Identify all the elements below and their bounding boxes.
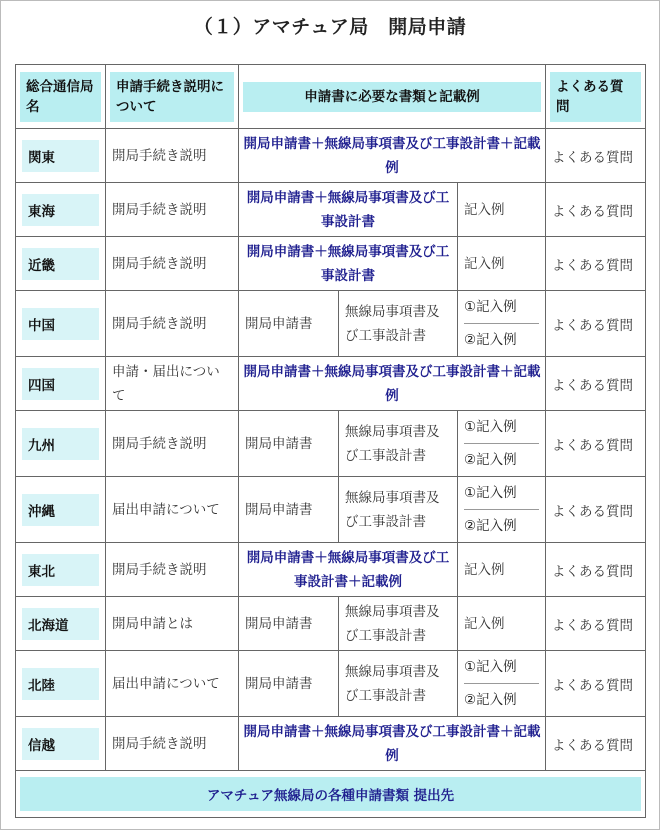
example-2-link[interactable]: ②記入例 [464,518,517,534]
region-name: 北海道 [22,608,99,640]
combined-forms-link[interactable]: 開局申請書＋無線局事項書及び工事設計書＋記載例 [243,723,541,764]
region-name: 四国 [22,368,99,400]
procedure-link[interactable]: 開局手続き説明 [112,255,207,272]
application-form-link[interactable]: 開局申請書 [245,435,313,452]
application-form-link[interactable]: 開局申請書 [245,315,313,332]
region-name: 信越 [22,728,99,760]
procedure-link[interactable]: 開局手続き説明 [112,735,207,752]
header-description: 申請手続き説明について [110,72,234,122]
faq-link[interactable]: よくある質問 [552,257,633,274]
combined-forms-link[interactable]: 開局申請書＋無線局事項書及び工事設計書＋記載例 [243,363,541,404]
page-title: （１）アマチュア局 開局申請 [193,16,467,38]
divider [464,683,539,684]
procedure-link[interactable]: 開局手続き説明 [112,315,207,332]
region-name: 東北 [22,554,99,586]
table-row [16,597,646,651]
combined-forms-link[interactable]: 開局申請書＋無線局事項書及び工事設計書＋記載例 [246,549,450,590]
example-1-link[interactable]: ①記入例 [464,659,517,675]
table-row [16,717,646,771]
station-items-link[interactable]: 無線局事項書及び工事設計書 [345,423,440,464]
submission-destination-link[interactable]: アマチュア無線局の各種申請書類 提出先 [20,777,641,811]
footer-row [16,771,646,818]
procedure-link[interactable]: 開局手続き説明 [112,435,207,452]
faq-link[interactable]: よくある質問 [552,377,633,394]
divider [464,509,539,510]
station-items-link[interactable]: 無線局事項書及び工事設計書 [345,663,440,704]
example-link[interactable]: 記入例 [464,561,505,578]
procedure-link[interactable]: 申請・届出について [112,363,220,404]
faq-link[interactable]: よくある質問 [552,437,633,454]
table-row [16,183,646,237]
combined-forms-link[interactable]: 開局申請書＋無線局事項書及び工事設計書 [246,243,450,284]
region-name: 沖縄 [22,494,99,526]
faq-link[interactable]: よくある質問 [552,677,633,694]
table-row [16,651,646,717]
example-2-link[interactable]: ②記入例 [464,692,517,708]
station-items-link[interactable]: 無線局事項書及び工事設計書 [345,303,440,344]
faq-link[interactable]: よくある質問 [552,617,633,634]
combined-forms-link[interactable]: 開局申請書＋無線局事項書及び工事設計書＋記載例 [243,135,541,176]
faq-link[interactable]: よくある質問 [552,203,633,220]
table-row [16,543,646,597]
region-name: 関東 [22,140,99,172]
example-link[interactable]: 記入例 [464,255,505,272]
procedure-link[interactable]: 届出申請について [112,675,220,692]
procedure-link[interactable]: 開局手続き説明 [112,147,207,164]
region-name: 北陸 [22,668,99,700]
example-link[interactable]: 記入例 [464,615,505,632]
header-faq: よくある質問 [550,72,641,122]
example-2-link[interactable]: ②記入例 [464,332,517,348]
table-row [16,477,646,543]
region-name: 東海 [22,194,99,226]
faq-link[interactable]: よくある質問 [552,737,633,754]
table-row [16,357,646,411]
procedure-link[interactable]: 開局申請とは [112,615,193,632]
application-form-link[interactable]: 開局申請書 [245,675,313,692]
table-row [16,291,646,357]
procedure-link[interactable]: 開局手続き説明 [112,201,207,218]
example-2-link[interactable]: ②記入例 [464,452,517,468]
region-name: 近畿 [22,248,99,280]
combined-forms-link[interactable]: 開局申請書＋無線局事項書及び工事設計書 [246,189,450,230]
example-1-link[interactable]: ①記入例 [464,485,517,501]
application-form-link[interactable]: 開局申請書 [245,501,313,518]
region-name: 中国 [22,308,99,340]
example-link[interactable]: 記入例 [464,201,505,218]
table-row [16,411,646,477]
divider [464,323,539,324]
divider [464,443,539,444]
faq-link[interactable]: よくある質問 [552,503,633,520]
station-items-link[interactable]: 無線局事項書及び工事設計書 [345,603,440,644]
table-row [16,129,646,183]
application-form-link[interactable]: 開局申請書 [245,615,313,632]
table-row [16,237,646,291]
procedure-link[interactable]: 開局手続き説明 [112,561,207,578]
example-1-link[interactable]: ①記入例 [464,419,517,435]
header-row [16,65,646,129]
application-table [15,64,646,818]
header-region: 総合通信局名 [20,72,101,122]
station-items-link[interactable]: 無線局事項書及び工事設計書 [345,489,440,530]
faq-link[interactable]: よくある質問 [552,149,633,166]
example-1-link[interactable]: ①記入例 [464,299,517,315]
faq-link[interactable]: よくある質問 [552,317,633,334]
procedure-link[interactable]: 届出申請について [112,501,220,518]
header-documents: 申請書に必要な書類と記載例 [243,82,541,112]
faq-link[interactable]: よくある質問 [552,563,633,580]
region-name: 九州 [22,428,99,460]
